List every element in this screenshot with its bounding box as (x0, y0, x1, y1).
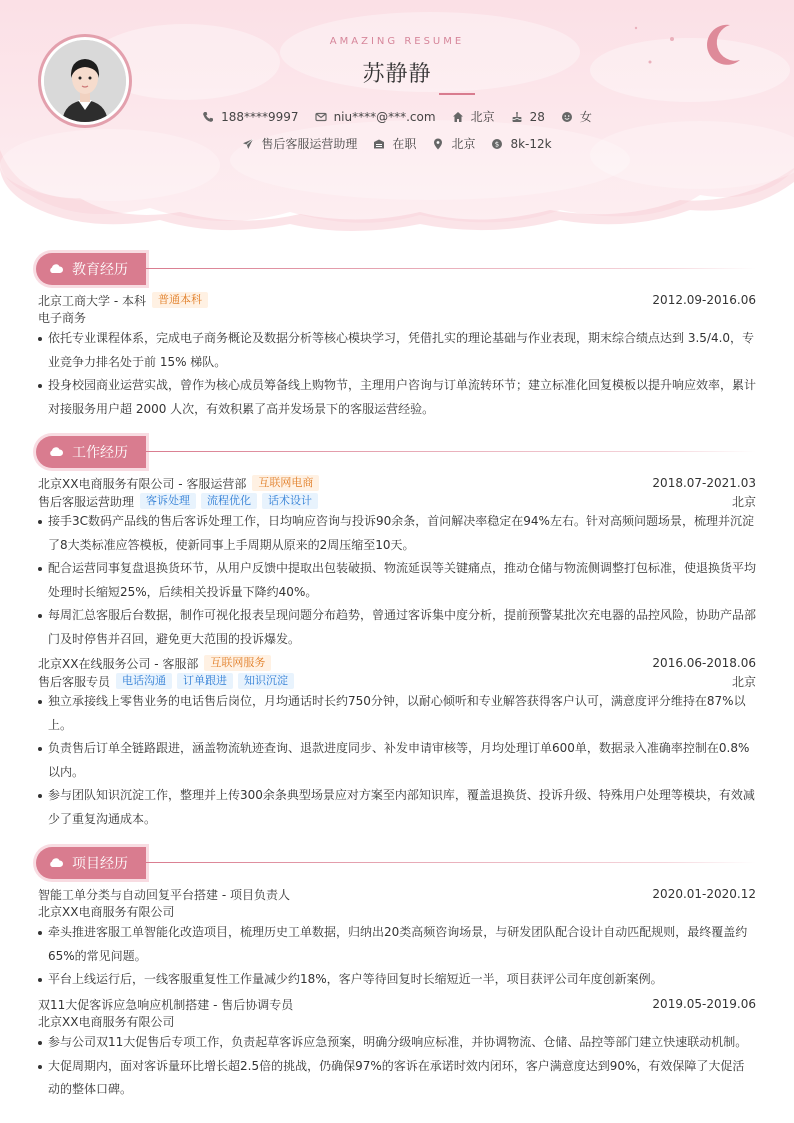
project-org: 北京XX电商服务有限公司 (38, 1015, 175, 1029)
gender-value: 女 (579, 110, 592, 124)
intent-status (373, 135, 416, 152)
project-date: 2019.05-2019.06 (652, 997, 756, 1011)
project-date: 2020.01-2020.12 (652, 887, 756, 901)
mail-icon (315, 111, 327, 123)
bullet-item: 依托专业课程体系，完成电子商务概论及数据分析等核心模块学习，凭借扎实的理论基础与作业表现，期末综合绩点达到 3.5/4.0，专业竞争力排名处于前 15% 梯队。 (38, 327, 756, 374)
bullet-item: 配合运营同事复盘退换货环节，从用户反馈中提取出包装破损、物流延误等关键痛点，推动仓储与物流侧调整打包标准，使退换货平均处理时长缩短25%，后续相关投诉量下降约40%。 (38, 557, 756, 604)
intent-salary (491, 137, 551, 151)
education-date: 2012.09-2016.06 (652, 293, 756, 307)
school-name: 北京工商大学 - 本科 (38, 293, 146, 308)
work-bullets (38, 690, 756, 831)
cake-icon (511, 111, 523, 123)
svg-text:$: $ (495, 140, 500, 149)
work-date: 2018.07-2021.03 (652, 476, 756, 490)
cloud-icon (48, 261, 64, 277)
work-section-title: 工作经历 (72, 445, 128, 461)
candidate-name: 苏静静 (362, 62, 432, 87)
section-divider (146, 268, 756, 269)
company-name: 北京XX在线服务公司 - 客服部 (38, 656, 199, 671)
contact-gender (561, 108, 592, 125)
work-date: 2016.06-2018.06 (652, 656, 756, 670)
work-entry (38, 654, 756, 831)
bullet-item: 独立承接线上零售业务的电话售后岗位，月均通话时长约750分钟，以耐心倾听和专业解答获得客户认可，满意度评分维持在87%以上。 (38, 690, 756, 737)
work-city: 北京 (731, 494, 756, 509)
location-icon (432, 138, 444, 150)
home-icon (452, 111, 464, 123)
contact-city (452, 108, 495, 125)
skill-tag: 客诉处理 (140, 493, 196, 509)
bullet-item: 接手3C数码产品线的售后客诉处理工作，日均响应咨询与投诉90余条，首问解决率稳定在94%左右。针对高频问题场景，梳理并沉淀了8大类标准应答模板，使新同事上手周期从原来的2周压缩至10天。 (38, 510, 756, 557)
major: 电子商务 (38, 311, 87, 325)
section-divider (146, 862, 756, 863)
face-icon (561, 111, 573, 123)
intent-status-value: 在职 (392, 137, 417, 151)
projects-section-title: 项目经历 (72, 856, 128, 872)
work-section-pill (36, 436, 146, 468)
contact-row (0, 108, 794, 125)
project-entry (38, 995, 756, 1102)
send-icon (242, 138, 254, 150)
bullet-item: 牵头推进客服工单智能化改造项目，梳理历史工单数据，归纳出20类高频咨询场景，与研发团队配合设计自动匹配规则，最终覆盖约65%的常见问题。 (38, 921, 756, 968)
contact-phone (202, 110, 298, 124)
projects-section-header (36, 847, 756, 879)
project-entry (38, 885, 756, 992)
industry-tag: 互联网服务 (204, 655, 271, 671)
work-city: 北京 (731, 674, 756, 689)
bullet-item: 每周汇总客服后台数据，制作可视化报表呈现问题分布趋势，曾通过客诉集中度分析，提前预警某批次充电器的品控风险，协助产品部门及时停售并召回，避免更大范围的投诉爆发。 (38, 604, 756, 651)
bullet-item: 大促周期内，面对客诉量环比增长超2.5倍的挑战，仍确保97%的客诉在承诺时效内闭环，客户满意度达到90%，有效保障了大促活动的整体口碑。 (38, 1055, 756, 1102)
project-bullets (38, 921, 756, 992)
contact-age (511, 110, 545, 124)
project-bullets (38, 1031, 756, 1102)
intent-position (242, 135, 357, 152)
degree-tag: 普通本科 (152, 292, 208, 308)
skill-tag: 订单跟进 (177, 673, 233, 689)
intent-city-value: 北京 (451, 137, 476, 151)
phone-icon (202, 111, 214, 123)
intent-salary-value: 8k-12k (510, 136, 552, 151)
position-title: 售后客服运营助理 (38, 494, 135, 509)
age-value: 28 (529, 109, 545, 124)
skill-tag: 流程优化 (201, 493, 257, 509)
education-entry (38, 291, 756, 421)
project-org: 北京XX电商服务有限公司 (38, 905, 175, 919)
work-section-header (36, 436, 756, 468)
email-value: niu****@***.com (333, 109, 436, 124)
phone-value: 188****9997 (221, 109, 299, 124)
contact-email (315, 110, 436, 124)
project-name: 智能工单分类与自动回复平台搭建 - 项目负责人 (38, 887, 290, 902)
bullet-item: 参与公司双11大促售后专项工作，负责起草客诉应急预案，明确分级响应标准，并协调物流、仓储、品控等部门建立快速联动机制。 (38, 1031, 756, 1055)
cloud-icon (48, 444, 64, 460)
bullet-item: 负责售后订单全链路跟进，涵盖物流轨迹查询、退款进度同步、补发申请审核等，月均处理订单600单，数据录入准确率控制在0.8%以内。 (38, 737, 756, 784)
skill-tag: 电话沟通 (116, 673, 172, 689)
salary-icon (491, 138, 503, 150)
industry-tag: 互联网电商 (252, 475, 319, 491)
section-divider (146, 451, 756, 452)
city-value: 北京 (470, 110, 495, 124)
education-section-pill (36, 253, 146, 285)
status-icon (373, 138, 385, 150)
cloud-icon (48, 855, 64, 871)
project-name: 双11大促客诉应急响应机制搭建 - 售后协调专员 (38, 997, 294, 1012)
projects-section-pill (36, 847, 146, 879)
name-underline (439, 93, 475, 95)
education-section-header (36, 253, 756, 285)
work-bullets (38, 510, 756, 651)
intent-position-value: 售后客服运营助理 (261, 137, 358, 151)
bullet-item: 平台上线运行后，一线客服重复性工作量减少约18%，客户等待回复时长缩短近一半，项目获评公司年度创新案例。 (38, 968, 756, 992)
education-bullets (38, 327, 756, 421)
skill-tag: 知识沉淀 (238, 673, 294, 689)
intent-city (432, 135, 475, 152)
header-tagline: AMAZING RESUME (329, 36, 465, 47)
bullet-item: 参与团队知识沉淀工作，整理并上传300余条典型场景应对方案至内部知识库，覆盖退换货、投诉升级、特殊用户处理等模块，有效减少了重复沟通成本。 (38, 784, 756, 831)
bullet-item: 投身校园商业运营实战，曾作为核心成员筹备线上购物节，主理用户咨询与订单流转环节；建立标准化回复模板以提升响应效率，累计对接服务用户超 2000 人次，有效积累了高并发场景下的客服运营经验。 (38, 374, 756, 421)
company-name: 北京XX电商服务有限公司 - 客服运营部 (38, 476, 247, 491)
job-intent-row (0, 135, 794, 152)
education-section-title: 教育经历 (72, 262, 128, 278)
position-title: 售后客服专员 (38, 674, 111, 689)
work-entry (38, 474, 756, 651)
skill-tag: 话术设计 (262, 493, 318, 509)
resume-header (0, 0, 794, 235)
